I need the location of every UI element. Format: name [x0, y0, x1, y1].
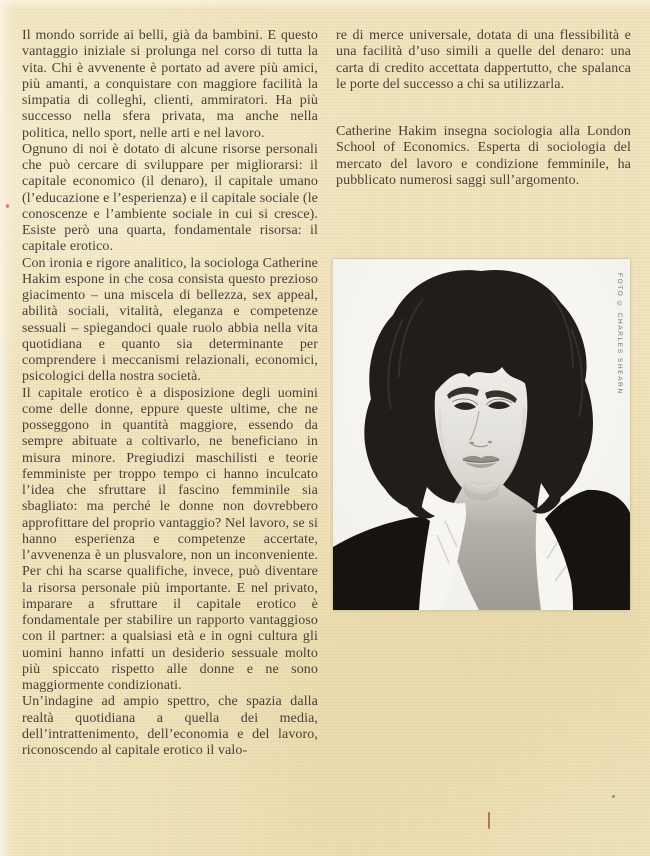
blurb-continuation-paragraph: re di merce universale, dotata di una flessibilità e una facilità d’uso simili a quelle del denaro: una carta di credito accettata dappertutto, che spalanca le porte del successo a chi sa utilizzarla. — [336, 28, 631, 92]
scan-speck — [6, 204, 9, 208]
blurb-paragraph: Il mondo sorride ai belli, già da bambini. E questo vantaggio iniziale si prolunga nel corso di tutta la vita. Chi è avvenente è portato ad avere più amici, più amanti, a conquistare con maggiore facilità la simpatia di colleghi, clienti, ammiratori. Ha più successo nella sfera privata, ma anche nella politica, nello sport, nelle arti e nel lavoro. — [22, 28, 318, 141]
author-bio: Catherine Hakim insegna sociologia alla London School of Economics. Esperta di sociologia del mercato del lavoro e condizione femminile, ha pubblicato numerosi saggi sull’argomento. — [336, 124, 631, 188]
main-text-column — [22, 28, 318, 759]
blurb-paragraph: Ognuno di noi è dotato di alcune risorse personali che può cercare di sviluppare per migliorarsi: il capitale economico (il denaro), il capitale umano (l’educazione e l’esperienza) e il capitale sociale (le conoscenze e l’ambiente sociale in cui si cresce). Esiste però una quarta, fondamentale risorsa: il capitale erotico. — [22, 141, 318, 255]
secondary-text-column — [336, 28, 631, 189]
author-photo — [333, 259, 630, 610]
blurb-paragraph: Un’indagine ad ampio spettro, che spazia dalla realtà quotidiana a quella dei media, dell’intrattenimento, dell’economia e del lavoro, riconoscendo al capitale erotico il valo- — [22, 694, 318, 758]
photo-credit: FOTO © CHARLES SHEARN — [616, 273, 623, 395]
blurb-paragraph: Il capitale erotico è a disposizione degli uomini come delle donne, eppure queste ultime, che ne posseggono in quantità maggiore, essendo da sempre abituate a coltivarlo, ne beneficiano in misura minore. Pregiudizi maschilisti e teorie femministe per troppo tempo ci hanno inculcato l’idea che sfruttare il fascino femminile sia sbagliato: ma perché le donne non dovrebbero approfittare del proprio vantaggio? Nel lavoro, se si hanno esperienza e competenze accertate, l’avvenenza è un plusvalore, non un inconveniente. Per chi ha scarse qualifiche, invece, può diventare la risorsa personale più importante. E nel privato, imparare a sfruttare il capitale erotico è fondamentale per stabilire un rapporto vantaggioso con il partner: a qualsiasi età e in ogni cultura gli uomini hanno infatti un desiderio sessuale molto più spiccato rispetto alle donne e ne sono maggiormente condizionati. — [22, 385, 318, 693]
author-portrait-illustration — [333, 259, 630, 610]
blurb-paragraph: Con ironia e rigore analitico, la sociologa Catherine Hakim espone in che cosa consista questo prezioso giacimento – una miscela di bellezza, sex appeal, abilità sociali, vitalità, eleganza e competenze sessuali – spiegandoci quale ruolo abbia nella vita quotidiana e quanto sia determinante per comprendere i meccanismi relazionali, economici, psicologici della nostra società. — [22, 255, 318, 385]
page-edge-top — [0, 0, 650, 10]
scan-speck — [612, 795, 615, 798]
scan-scratch — [488, 812, 490, 829]
page-edge-left — [0, 0, 16, 856]
